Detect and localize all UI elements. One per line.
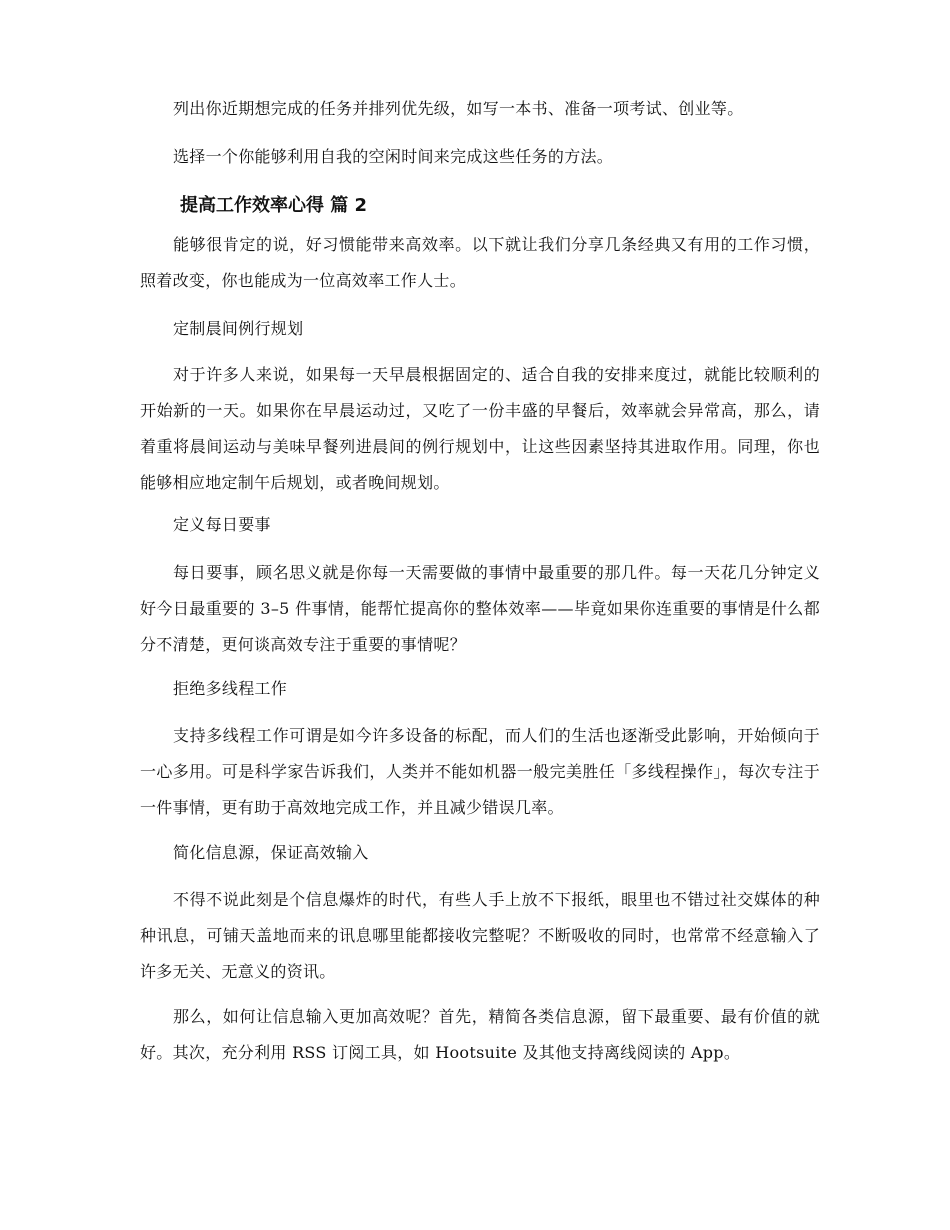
paragraph-daily-priorities: 每日要事，顾名思义就是你每一天需要做的事情中最重要的那几件。每一天花几分钟定义好今日最重要的 3–5 件事情，能帮忙提高你的整体效率——毕竟如果你连重要的事情是什么都分不清楚，更何谈高效专注于重要的事情呢？ xyxy=(140,563,820,654)
section-title: 提高工作效率心得 篇 2 xyxy=(180,195,368,216)
paragraph-no-multitasking: 支持多线程工作可谓是如今许多设备的标配，而人们的生活也逐渐受此影响，开始倾向于一心多用。可是科学家告诉我们，人类并不能如机器一般完美胜任「多线程操作」，每次专注于一件事情，更有助于高效地完成工作，并且减少错误几率。 xyxy=(140,726,820,817)
subheading-daily-priorities: 定义每日要事 xyxy=(173,515,271,534)
intro-line-1: 列出你近期想完成的任务并排列优先级，如写一本书、准备一项考试、创业等。 xyxy=(173,99,744,118)
paragraph-intro: 能够很肯定的说，好习惯能带来高效率。以下就让我们分享几条经典又有用的工作习惯，照着改变，你也能成为一位高效率工作人士。 xyxy=(140,235,820,290)
paragraph-morning-routine: 对于许多人来说，如果每一天早晨根据固定的、适合自我的安排来度过，就能比较顺利的开始新的一天。如果你在早晨运动过，又吃了一份丰盛的早餐后，效率就会异常高，那么，请着重将晨间运动与美味早餐列进晨间的例行规划中，让这些因素坚持其进取作用。同理，你也能够相应地定制午后规划，或者晚间规划。 xyxy=(140,365,820,492)
paragraph-information-overload: 不得不说此刻是个信息爆炸的时代，有些人手上放不下报纸，眼里也不错过社交媒体的种种讯息，可铺天盖地而来的讯息哪里能都接收完整呢？不断吸收的同时，也常常不经意输入了许多无关、无意义的资讯。 xyxy=(140,890,820,981)
subheading-morning-routine: 定制晨间例行规划 xyxy=(173,319,304,338)
paragraph-efficient-input: 那么，如何让信息输入更加高效呢？首先，精简各类信息源，留下最重要、最有价值的就好。其次，充分利用 RSS 订阅工具，如 Hootsuite 及其他支持离线阅读的 App。 xyxy=(140,1007,820,1062)
intro-line-2: 选择一个你能够利用自我的空闲时间来完成这些任务的方法。 xyxy=(173,147,614,166)
subheading-simplify-sources: 简化信息源，保证高效输入 xyxy=(173,843,369,862)
subheading-no-multitasking: 拒绝多线程工作 xyxy=(173,679,288,698)
